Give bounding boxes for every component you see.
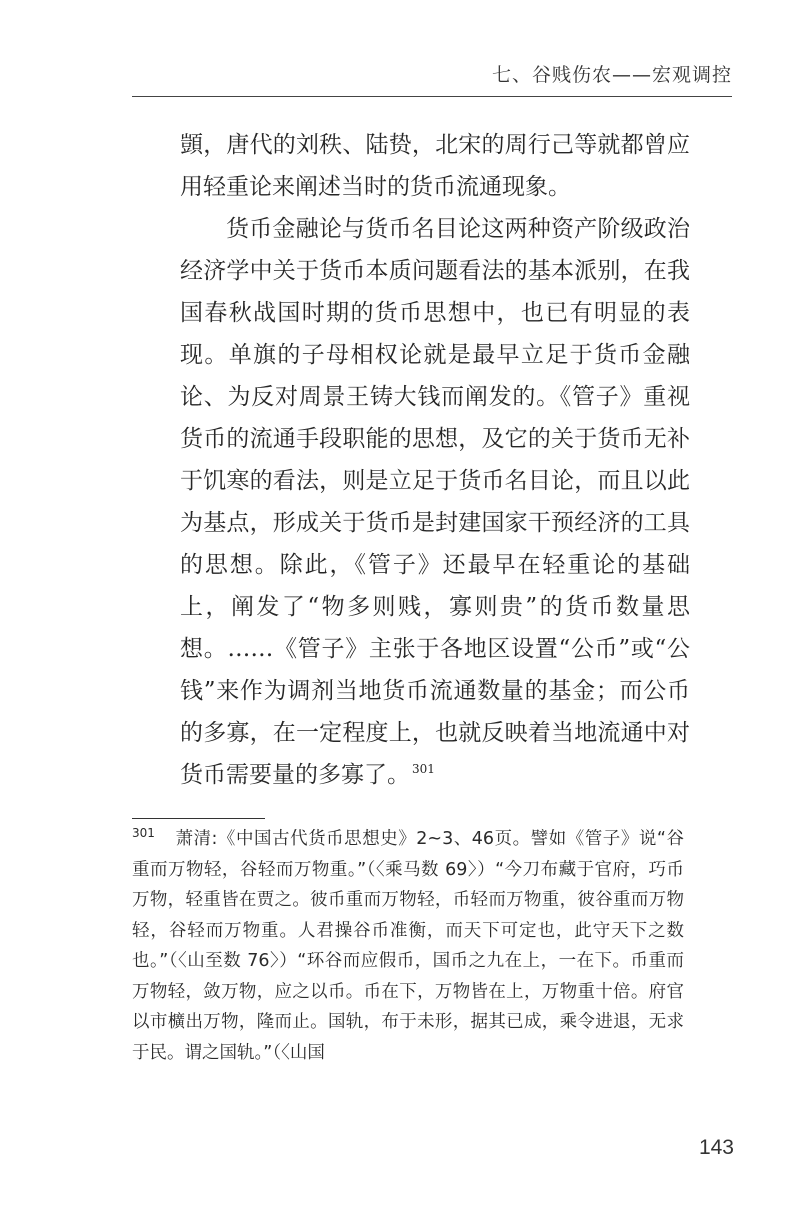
paragraph-2-text: 货币金融论与货币名目论这两种资产阶级政治经济学中关于货币本质问题看法的基本派别，在我国春秋战国时期的货币思想中，也已有明显的表现。单旗的子母相权论就是最早立足于货币金融论、为反对周景王铸大钱而阐发的。《管子》重视货币的流通手段职能的思想，及它的关于货币无补于饥寒的看法，则是立足于货币名目论，而且以此为基点，形成关于货币是封建国家干预经济的工具的思想。除此，《管子》还最早在轻重论的基础上，阐发了“物多则贱，寡则贵”的货币数量思想。……《管子》主张于各地区设置“公币”或“公钱”来作为调剂当地货币流通数量的基金；而公币的多寡，在一定程度上，也就反映着当地流通中对货币需要量的多寡了。 xyxy=(180,216,690,788)
running-header: 七、谷贱伤农——宏观调控 xyxy=(491,64,732,86)
footnote-301 xyxy=(132,824,684,1068)
main-body-text xyxy=(180,124,690,796)
footnote-reference[interactable]: 301 xyxy=(412,762,435,777)
page-number: 143 xyxy=(698,1136,734,1159)
paragraph-2 xyxy=(180,208,690,796)
paragraph-1: 顗，唐代的刘秩、陆贽，北宋的周行己等就都曾应用轻重论来阐述当时的货币流通现象。 xyxy=(180,132,690,200)
header-rule xyxy=(132,96,732,97)
footnote-number: 301 xyxy=(132,826,155,841)
footnote-rule xyxy=(132,818,265,819)
footnote-text: 萧清:《中国古代货币思想史》2~3、46页。譬如《管子》说“谷重而万物轻，谷轻而万物重。”（〈乘马数 69〉）“今刀布藏于官府，巧币万物，轻重皆在贾之。彼币重而万物轻，币轻而万物重，彼谷重而万物轻，谷轻而万物重。人君操谷币准衡，而天下可定也，此守天下之数也。”（〈山至数 76〉）“环谷而应假币，国币之九在上，一在下。币重而万物轻，敛万物，应之以币。币在下，万物皆在上，万物重十倍。府官以市櫎出万物，隆而止。国轨，布于未形，据其已成，乘令进退，无求于民。谓之国轨。”（〈山国 xyxy=(132,829,684,1063)
